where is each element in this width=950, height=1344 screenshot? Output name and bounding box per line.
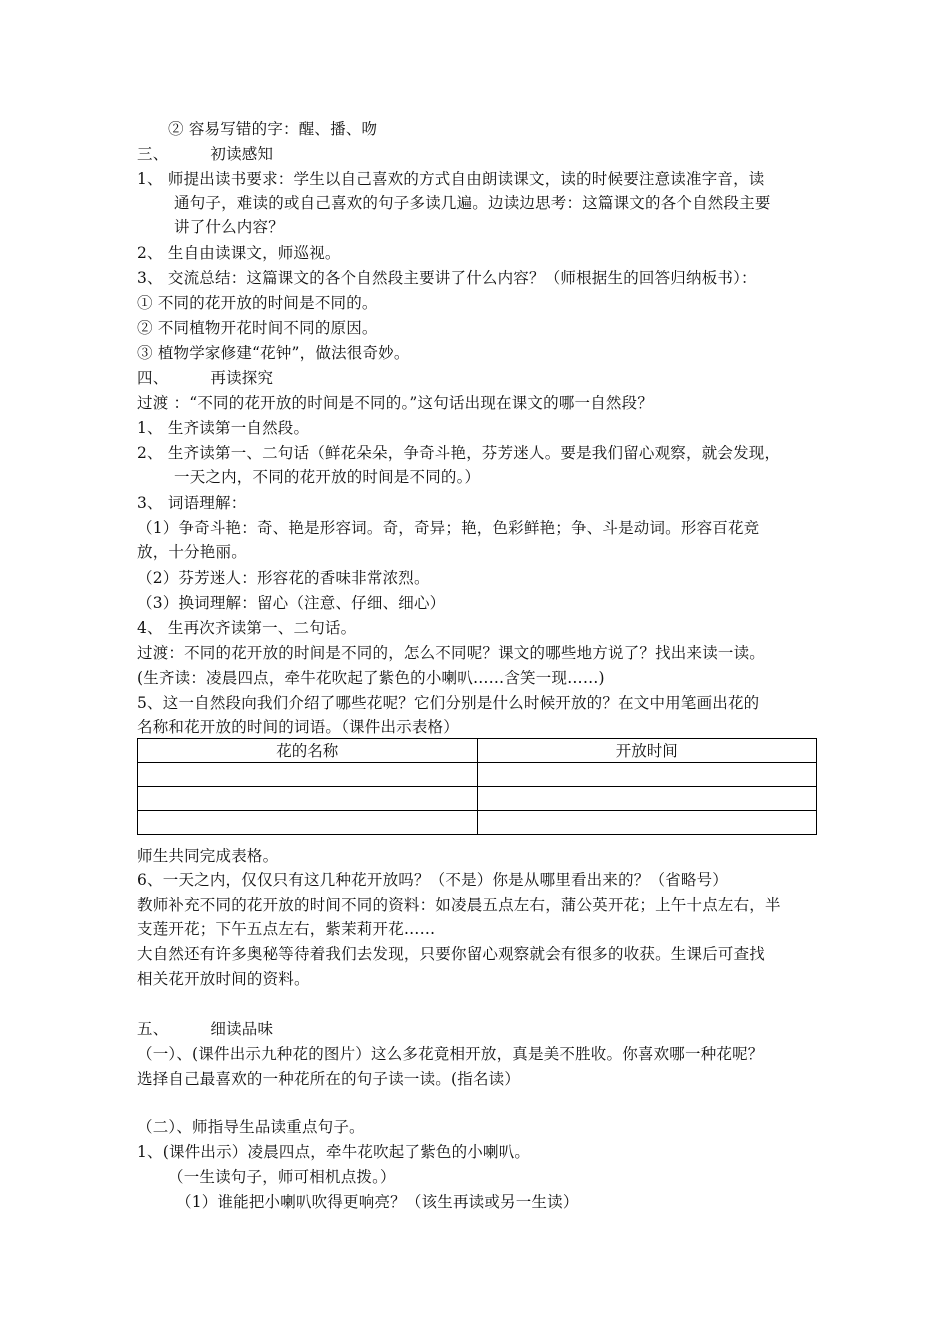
section-title: 初读感知 — [210, 145, 274, 163]
table-row — [138, 811, 817, 835]
text-line: 通句子，难读的或自己喜欢的句子多读几遍。边读边思考：这篇课文的各个自然段主要 — [174, 194, 771, 212]
table-cell[interactable] — [477, 763, 817, 787]
text-line: 1、(课件出示）凌晨四点，牵牛花吹起了紫色的小喇叭。 — [137, 1143, 531, 1161]
text-line: （3）换词理解：留心（注意、仔细、细心） — [137, 594, 446, 612]
text-line: 1、 生齐读第一自然段。 — [137, 419, 310, 437]
flower-table — [137, 738, 817, 835]
table-cell[interactable] — [138, 811, 478, 835]
text-line: （一）、(课件出示九种花的图片）这么多花竟相开放，真是美不胜收。你喜欢哪一种花呢？ — [137, 1045, 764, 1063]
section-heading-3 — [137, 143, 273, 165]
text-line: 过渡 ：“不同的花开放的时间是不同的。”这句话出现在课文的哪一自然段？ — [137, 394, 654, 412]
text-line: (生齐读：凌晨四点，牵牛花吹起了紫色的小喇叭……含笑一现……) — [137, 669, 605, 687]
section-number: 三、 — [137, 145, 169, 163]
section-heading-4 — [137, 367, 273, 389]
text-line: 一天之内，不同的花开放的时间是不同的。） — [174, 468, 481, 486]
text-line: 3、 词语理解： — [137, 494, 247, 512]
text-line: （二）、师指导生品读重点句子。 — [137, 1118, 365, 1136]
section-number: 四、 — [137, 369, 169, 387]
table-cell[interactable] — [138, 787, 478, 811]
text-line: 放，十分艳丽。 — [137, 543, 247, 561]
table-header-cell: 开放时间 — [477, 739, 817, 763]
text-line: ① 不同的花开放的时间是不同的。 — [137, 294, 378, 312]
text-line: 2、 生齐读第一、二句话（鲜花朵朵，争奇斗艳，芬芳迷人。要是我们留心观察，就会发现， — [137, 444, 781, 462]
table-cell[interactable] — [138, 763, 478, 787]
text-line: （2）芬芳迷人：形容花的香味非常浓烈。 — [137, 569, 430, 587]
table-cell[interactable] — [477, 787, 817, 811]
section-title: 再读探究 — [210, 369, 274, 387]
table-row — [138, 763, 817, 787]
text-line: 3、 交流总结：这篇课文的各个自然段主要讲了什么内容？（师根据生的回答归纳板书）： — [137, 269, 757, 287]
text-line: 支莲开花；下午五点左右，紫茉莉开花…… — [137, 920, 436, 938]
text-line: 师生共同完成表格。 — [137, 847, 279, 865]
section-heading-5 — [137, 1018, 273, 1040]
text-line: 4、 生再次齐读第一、二句话。 — [137, 619, 357, 637]
text-line: 过渡：不同的花开放的时间是不同的，怎么不同呢？课文的哪些地方说了？找出来读一读。 — [137, 644, 766, 662]
text-line: 2、 生自由读课文，师巡视。 — [137, 244, 341, 262]
text-line: 教师补充不同的花开放的时间不同的资料：如凌晨五点左右，蒲公英开花；上午十点左右，半 — [137, 896, 781, 914]
section-number: 五、 — [137, 1020, 169, 1038]
text-line: 相关花开放时间的资料。 — [137, 970, 310, 988]
table-header-cell: 花的名称 — [138, 739, 478, 763]
table-row — [138, 787, 817, 811]
section-title: 细读品味 — [210, 1020, 274, 1038]
text-line: 选择自己最喜欢的一种花所在的句子读一读。(指名读） — [137, 1070, 521, 1088]
text-line: 5、这一自然段向我们介绍了哪些花呢？它们分别是什么时候开放的？在文中用笔画出花的 — [137, 694, 760, 712]
text-line: ③ 植物学家修建“花钟”，做法很奇妙。 — [137, 344, 410, 362]
text-line: 名称和花开放的时间的词语。（课件出示表格） — [137, 718, 459, 736]
text-line: 1、 师提出读书要求：学生以自己喜欢的方式自由朗读课文，读的时候要注意读准字音，读 — [137, 170, 765, 188]
text-line: 大自然还有许多奥秘等待着我们去发现，只要你留心观察就会有很多的收获。生课后可查找 — [137, 945, 766, 963]
text-line: ② 容易写错的字：醒、播、吻 — [168, 120, 378, 138]
text-line: 6、一天之内，仅仅只有这几种花开放吗？（不是）你是从哪里看出来的？（省略号） — [137, 871, 728, 889]
text-line: 讲了什么内容？ — [174, 218, 284, 236]
text-line: （一生读句子，师可相机点拨。） — [168, 1168, 396, 1186]
text-line: （1）争奇斗艳：奇、艳是形容词。奇，奇异；艳，色彩鲜艳；争、斗是动词。形容百花竞 — [137, 519, 760, 537]
text-line: ② 不同植物开花时间不同的原因。 — [137, 319, 378, 337]
text-line: （1）谁能把小喇叭吹得更响亮？（该生再读或另一生读） — [176, 1193, 579, 1211]
table-header-row — [138, 739, 817, 763]
table-cell[interactable] — [477, 811, 817, 835]
